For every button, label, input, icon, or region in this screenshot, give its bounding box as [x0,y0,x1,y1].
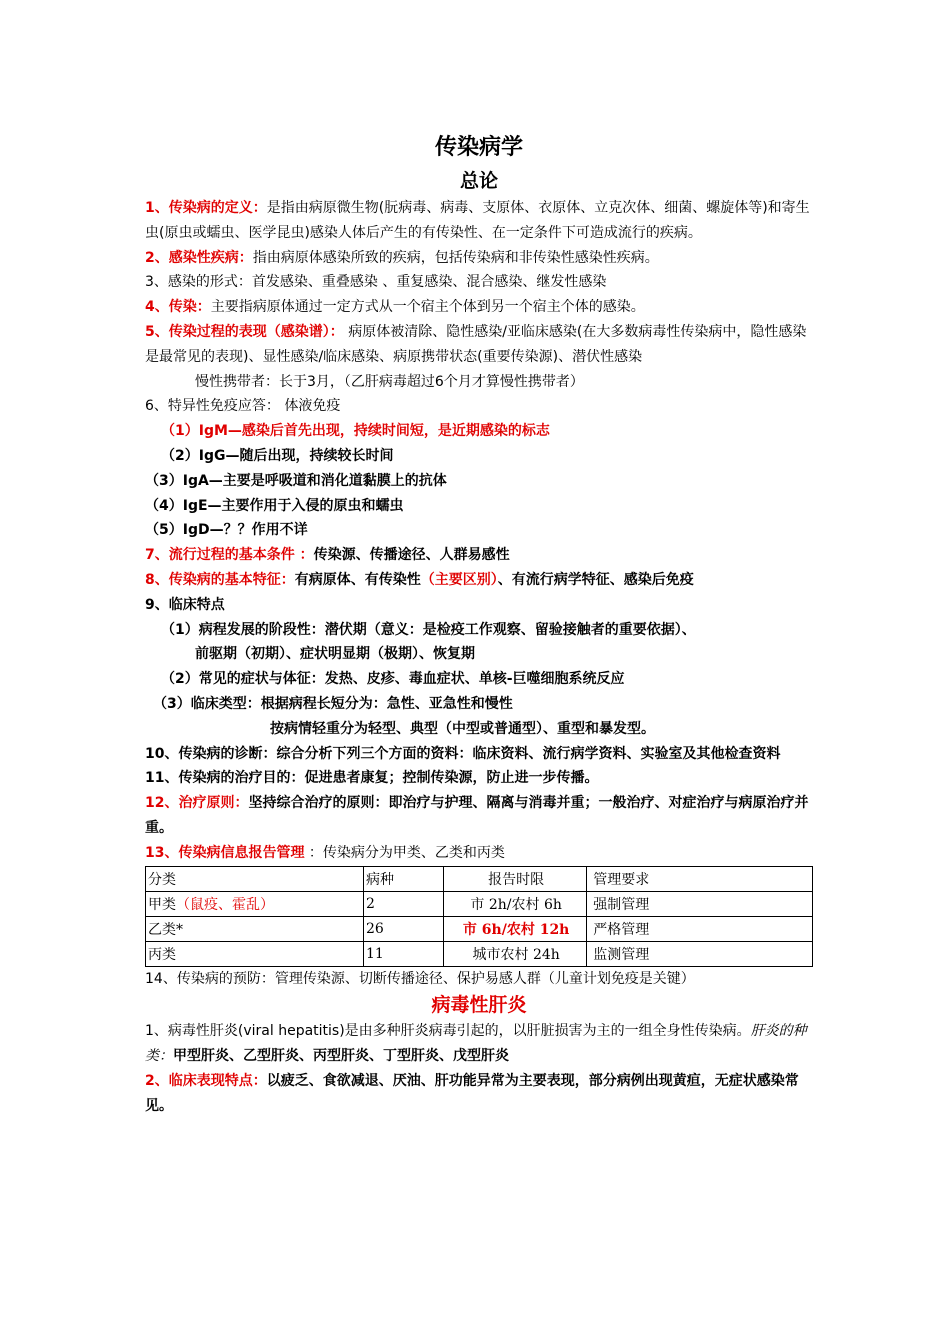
para-6-ige: （4）IgE—主要作用于入侵的原虫和蠕虫 [145,497,404,514]
category-note: （鼠疫、霍乱） [176,896,274,913]
hepatitis-para-2-text: 以疲乏、食欲减退、厌油、肝功能异常为主要表现，部分病例出现黄疸，无症状感染常见。 [145,1072,799,1114]
table-row [146,891,813,916]
hepatitis-title: 病毒性肝炎 [431,994,527,1017]
para-6-igd: （5）IgD—？？作用不详 [145,522,308,539]
para-8-text-2: 、有流行病学特征、感染后免疫 [497,571,694,588]
para-13-text: ：传染病分为甲类、乙类和丙类 [304,844,505,861]
table-cell [146,941,364,966]
table-cell: 26 [364,916,444,941]
para-4-label: 4、传染： [145,299,211,316]
doc-title: 传染病学 [434,135,523,160]
table-cell: 11 [364,941,444,966]
category-name: 丙类 [148,946,176,963]
para-10: 10、传染病的诊断：综合分析下列三个方面的资料：临床资料、流行病学资料、实验室及其他检查资料 [145,745,781,762]
para-9-1a: （1）病程发展的阶段性：潜伏期（意义：是检疫工作观察、留验接触者的重要依据）、 [161,621,696,638]
para-9: 9、临床特点 [145,596,225,613]
para-1 [145,196,813,246]
para-12-text: 坚持综合治疗的原则：即治疗与护理、隔离与消毒并重；一般治疗、对症治疗与病原治疗并重。 [145,795,809,836]
hepatitis-types-label: 肝炎的种类： [145,1023,807,1065]
para-9-3a: （3）临床类型：根据病程长短分为：急性、亚急性和慢性 [153,695,513,712]
table-header-cell: 分类 [146,866,364,891]
document-page [145,130,813,1119]
para-1-text: 是指由病原微生物(朊病毒、病毒、支原体、衣原体、立克次体、细菌、螺旋体等)和寄生虫(原虫或蠕虫、医学昆虫)感染人体后产生的有传染性、在一定条件下可造成流行的疾病。 [145,200,810,241]
table-header-cell: 管理要求 [587,866,813,891]
para-13 [145,841,813,866]
para-8-label: 8、传染病的基本特征： [145,571,295,588]
para-9-2: （2）常见的症状与体征：发热、皮疹、毒血症状、单核-巨噬细胞系统反应 [161,671,625,688]
table-cell: 2 [364,891,444,916]
table-cell: 市 2h/农村 6h [444,891,587,916]
category-name: 乙类* [148,921,183,938]
table-cell [146,891,364,916]
doc-subtitle: 总论 [459,170,498,192]
para-6-iga: （3）IgA—主要是呼吸道和消化道黏膜上的抗体 [145,472,447,489]
hepatitis-types: 甲型肝炎、乙型肝炎、丙型肝炎、丁型肝炎、戊型肝炎 [173,1048,509,1065]
para-8-text-1: 有病原体、有传染性 [294,571,421,588]
table-row [146,916,813,941]
para-6-igg: （2）IgG—随后出现，持续较长时间 [161,447,394,464]
table-row [146,941,813,966]
para-4-text: 主要指病原体通过一定方式从一个宿主个体到另一个宿主个体的感染。 [210,299,645,316]
para-8 [145,568,813,593]
para-9-1b: 前驱期（初期）、症状明显期（极期）、恢复期 [195,646,475,663]
report-table [145,866,813,967]
para-7-label: 7、流行过程的基本条件 ： [145,547,314,564]
para-12-label: 12、治疗原则： [145,795,249,812]
para-12 [145,791,813,841]
para-7-text: 传染源、传播途径、人群易感性 [313,547,510,564]
para-2 [145,246,813,271]
para-8-emphasis: （主要区别） [420,571,498,588]
table-header-cell: 病种 [364,866,444,891]
para-1-label: 1、传染病的定义： [145,200,267,216]
table-cell: 强制管理 [587,891,813,916]
hepatitis-para-2-label: 2、临床表现特点： [145,1072,267,1089]
para-5-text: 病原体被清除、隐性感染/亚临床感染(在大多数病毒性传染病中，隐性感染是最常见的表现)、显性感染/临床感染、病原携带状态(重要传染源)、潜伏性感染 [145,323,807,365]
para-2-text: 指由病原体感染所致的疾病，包括传染病和非传染性感染性疾病。 [252,249,659,266]
hepatitis-para-1 [145,1019,813,1069]
para-6: 6、特异性免疫应答： 体液免疫 [145,398,341,415]
para-9-3b: 按病情轻重分为轻型、典型（中型或普通型）、重型和暴发型。 [270,720,655,737]
hepatitis-para-1-text: 1、病毒性肝炎(viral hepatitis)是由多种肝炎病毒引起的，以肝脏损害为主的一组全身性传染病。 [145,1023,751,1040]
para-2-label: 2、感染性疾病： [145,249,253,266]
para-5-sub: 慢性携带者：长于3月，（乙肝病毒超过6个月才算慢性携带者） [195,373,584,390]
para-7 [145,543,813,568]
para-5 [145,320,813,370]
para-6-igm: （1）IgM—感染后首先出现，持续时间短，是近期感染的标志 [161,423,550,440]
para-4 [145,295,813,320]
category-name: 甲类 [148,896,176,913]
para-11: 11、传染病的治疗目的：促进患者康复；控制传染源，防止进一步传播。 [145,770,599,787]
hepatitis-para-2 [145,1069,813,1119]
table-cell: 严格管理 [587,916,813,941]
table-cell: 城市农村 24h [444,941,587,966]
table-header-row [146,866,813,891]
table-header-cell: 报告时限 [444,866,587,891]
table-cell: 市 6h/农村 12h [444,916,587,941]
para-3: 3、感染的形式：首发感染、重叠感染 、重复感染、混合感染、继发性感染 [145,274,607,291]
para-5-label: 5、传染过程的表现（感染谱）： [145,323,344,340]
table-cell [146,916,364,941]
table-cell: 监测管理 [587,941,813,966]
para-13-label: 13、传染病信息报告管理 [145,844,305,861]
para-14: 14、传染病的预防：管理传染源、切断传播途径、保护易感人群（儿童计划免疫是关键） [145,970,695,987]
